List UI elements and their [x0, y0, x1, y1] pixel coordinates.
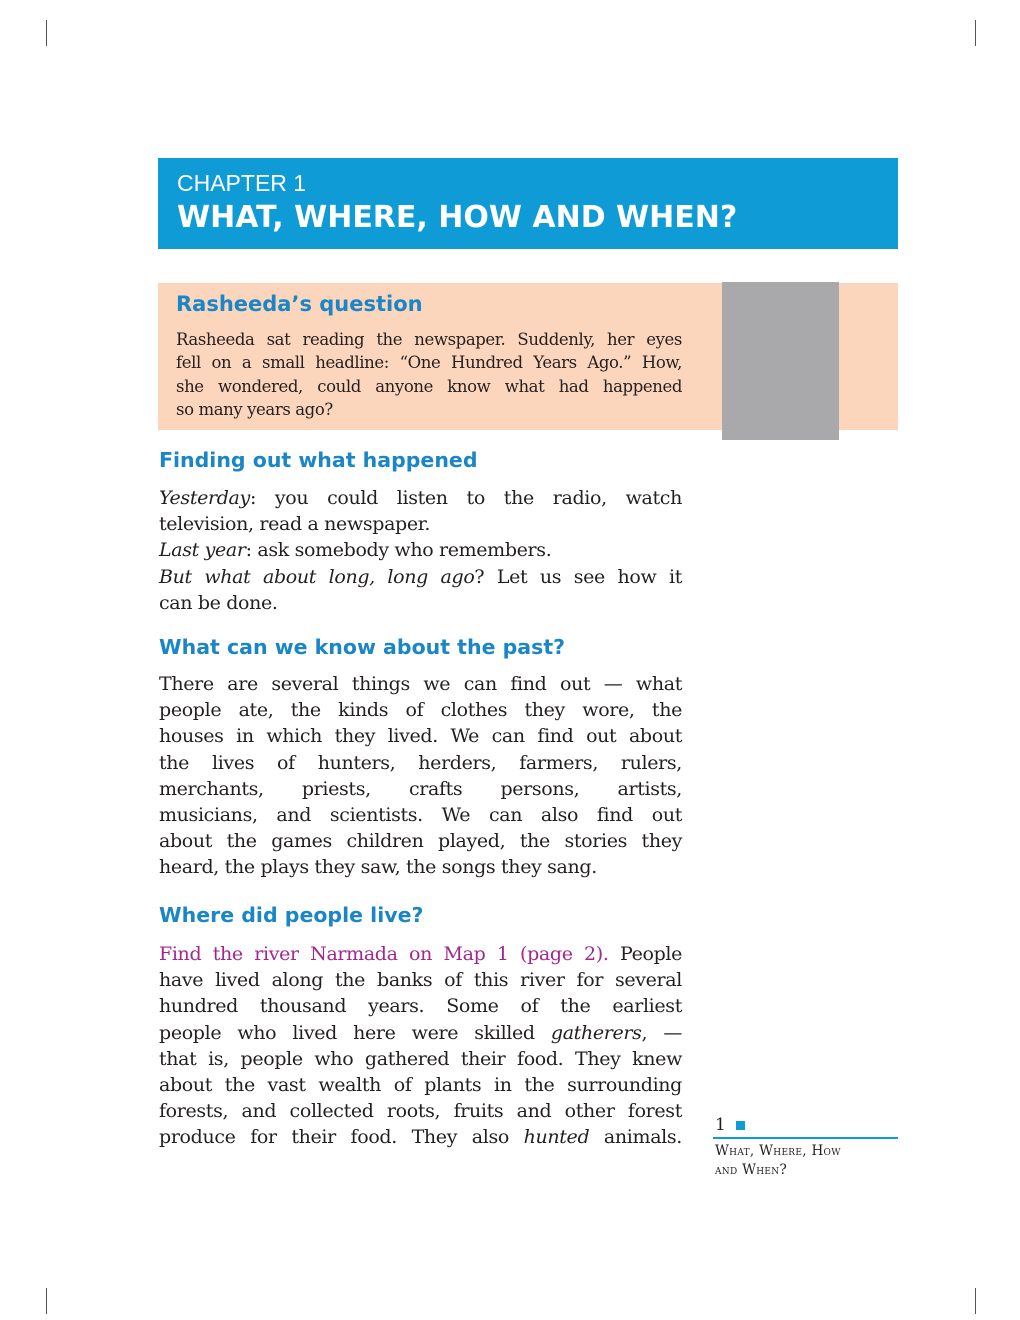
text-line: houses in which they lived. We can find out about [159, 725, 682, 748]
page-number: 1 [715, 1115, 726, 1135]
chapter-banner [158, 158, 898, 249]
last-year-text: : ask somebody who remembers. [245, 539, 552, 562]
heading-past: What can we know about the past? [159, 635, 566, 659]
text-line: have lived along the banks of this river for several [159, 969, 682, 992]
text-line: Rasheeda sat reading the newspaper. Suddenly, her eyes [176, 330, 682, 349]
map-instruction: Find the river Narmada on Map 1 (page 2). [159, 943, 609, 965]
text-line [159, 1124, 682, 1150]
crop-mark-bottom-right [975, 1288, 976, 1314]
text-line: heard, the plays they saw, the songs they sang. [159, 856, 597, 879]
heading-where-lived: Where did people live? [159, 903, 424, 927]
text-line [159, 485, 682, 511]
text-line: musicians, and scientists. We can also find out [159, 804, 682, 827]
text-line: forests, and collected roots, fruits and other forest [159, 1100, 682, 1123]
running-footer-line: What, Where, How [715, 1143, 841, 1159]
text-line: people ate, the kinds of clothes they wore, the [159, 699, 682, 722]
long-ago-label: But what about long, long ago [159, 565, 475, 588]
gatherers-term: gatherers [550, 1021, 642, 1044]
question-box-heading: Rasheeda’s question [176, 292, 423, 316]
text-line: fell on a small headline: “One Hundred Years Ago.” How, [176, 353, 682, 373]
text-line: she wondered, could anyone know what had happened [176, 376, 682, 396]
running-footer [715, 1142, 895, 1180]
long-ago-text: ? Let us see how it [474, 565, 682, 588]
grey-margin-block [722, 282, 839, 440]
finding-out-paragraph [159, 485, 682, 616]
crop-mark-top-left [46, 20, 47, 46]
text-line: so many years ago? [176, 399, 333, 419]
question-box-text [176, 328, 682, 421]
text-line [159, 564, 682, 590]
instruction-continuation: People [608, 943, 683, 965]
yesterday-label: Yesterday [159, 487, 250, 509]
folio-rule [713, 1137, 898, 1139]
text-line: about the games children played, the stories they [159, 830, 682, 853]
crop-mark-top-right [975, 20, 976, 46]
text-line: the lives of hunters, herders, farmers, rulers, [159, 751, 682, 774]
chapter-title: WHAT, WHERE, HOW AND WHEN? [177, 200, 738, 235]
chapter-label: CHAPTER 1 [177, 170, 307, 196]
folio-square-icon [736, 1121, 745, 1130]
text-fragment: produce for their food. They also [159, 1126, 524, 1149]
text-line: that is, people who gathered their food. They knew [159, 1047, 682, 1070]
past-paragraph [159, 671, 682, 881]
text-line: can be done. [159, 591, 278, 614]
text-line: There are several things we can find out — what [159, 673, 682, 695]
where-lived-paragraph [159, 941, 682, 1151]
hunted-term: hunted [523, 1126, 590, 1149]
text-fragment: animals. [589, 1126, 682, 1149]
heading-finding-out: Finding out what happened [159, 448, 478, 472]
text-fragment: people who lived here were skilled [159, 1021, 551, 1044]
text-line: merchants, priests, crafts persons, artists, [159, 777, 682, 800]
yesterday-text: : you could listen to the radio, watch [249, 487, 682, 509]
crop-mark-bottom-left [46, 1288, 47, 1314]
text-line [159, 537, 682, 563]
text-line: about the vast wealth of plants in the surrounding [159, 1074, 682, 1097]
text-line [159, 1020, 682, 1046]
text-fragment: , — [641, 1021, 683, 1044]
running-footer-line: and When? [715, 1162, 787, 1178]
text-line: hundred thousand years. Some of the earliest [159, 995, 682, 1018]
text-line [159, 941, 682, 967]
text-line: television, read a newspaper. [159, 513, 431, 536]
last-year-label: Last year [159, 539, 246, 562]
